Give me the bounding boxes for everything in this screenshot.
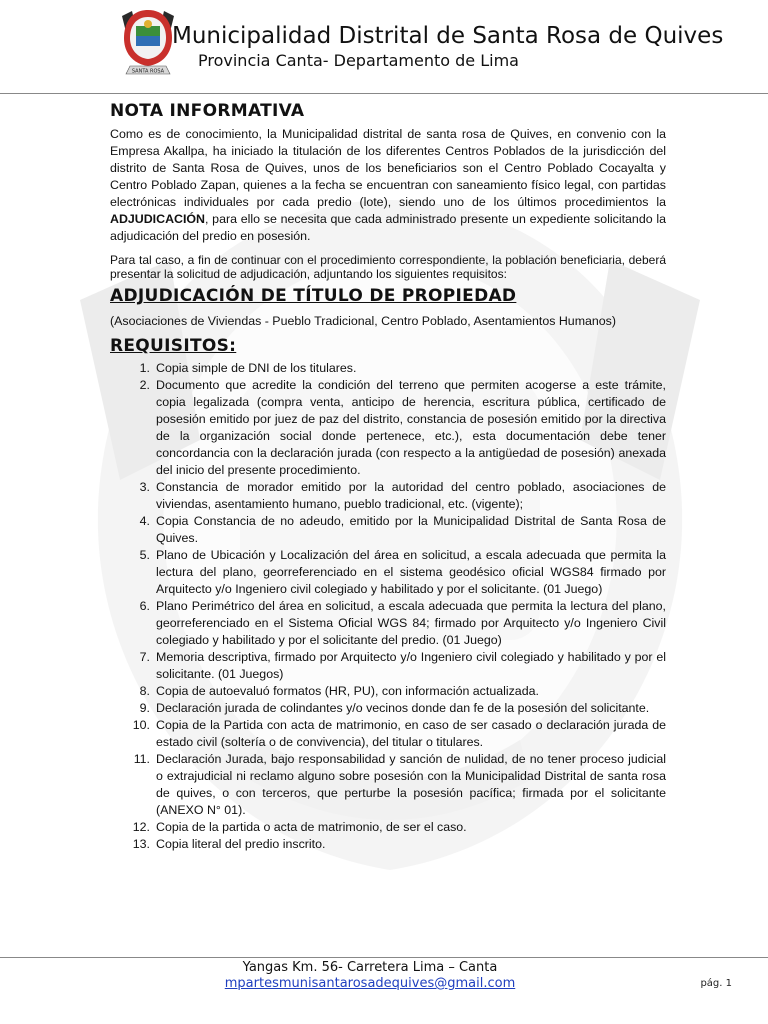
procedure-paragraph: Para tal caso, a fin de continuar con el procedimiento correspondiente, la población beneficiaria, deberá presentar la solicitud de adjudicación, adjuntando los siguientes requisitos: bbox=[110, 253, 666, 281]
list-item bbox=[110, 479, 666, 513]
requisitos-heading: REQUISITOS: bbox=[110, 336, 237, 356]
footer-divider bbox=[0, 957, 768, 958]
list-item-text: Copia literal del predio inscrito. bbox=[156, 837, 326, 851]
list-item-text: Copia de la Partida con acta de matrimonio, en caso de ser casado o declaración jurada de estado civil (soltería o de convivencia), del titular o titulares. bbox=[156, 718, 666, 749]
list-item-number: 1. bbox=[139, 361, 150, 375]
municipal-crest-logo bbox=[118, 8, 178, 78]
list-item bbox=[110, 751, 666, 819]
list-item-text: Copia de autoevaluó formatos (HR, PU), con información actualizada. bbox=[156, 684, 539, 698]
list-item bbox=[110, 700, 666, 717]
list-item bbox=[110, 683, 666, 700]
list-item-text: Plano de Ubicación y Localización del área en solicitud, a escala adecuada que permita la lectura del plano, georreferenciado en el sistema geodésico oficial WGS84 firmado por Arquitecto y/o Ingeniero civil colegiado y habilitado y por el solicitante. (01 Juego) bbox=[156, 548, 666, 596]
requirements-list bbox=[110, 360, 666, 853]
footer-contact bbox=[220, 960, 520, 992]
intro-text-b: , para ello se necesita que cada administrado presente un expediente solicitando la adjudicación del predio en posesión. bbox=[110, 212, 666, 243]
intro-bold: ADJUDICACIÓN bbox=[110, 212, 205, 226]
list-item-number: 5. bbox=[139, 548, 150, 562]
nota-heading: NOTA INFORMATIVA bbox=[110, 101, 305, 121]
list-item-text: Documento que acredite la condición del terreno que permiten acogerse a este trámite, copia legalizada (compra venta, anticipo de herencia, escritura pública, certificado de posesión emitido por juez de paz del distrito, constancia de posesión emitido por la directiva de la organización social donde pertenece, etc.), esta documentación debe tener concordancia con la declaración jurada (con respecto a la antigüedad de posesión) anexada del inicio del presente procedimiento. bbox=[156, 378, 666, 477]
list-item-number: 11. bbox=[133, 752, 150, 766]
document-body bbox=[110, 100, 666, 853]
list-item-text: Declaración jurada de colindantes y/o vecinos donde dan fe de la posesión del solicitante. bbox=[156, 701, 650, 715]
list-item-text: Plano Perimétrico del área en solicitud, a escala adecuada que permita la lectura del plano, georreferenciado en el Sistema Oficial WGS 84; firmado por Arquitecto y/o Ingeniero Civil colegiado y habilitado y por el solicitante del predio. (01 Juego) bbox=[156, 599, 666, 647]
list-item-number: 4. bbox=[139, 514, 150, 528]
list-item-text: Copia simple de DNI de los titulares. bbox=[156, 361, 357, 375]
municipality-name: Municipalidad Distrital de Santa Rosa de Quives bbox=[172, 23, 724, 49]
list-item bbox=[110, 836, 666, 853]
list-item-text: Copia de la partida o acta de matrimonio, de ser el caso. bbox=[156, 820, 467, 834]
list-item-text: Constancia de morador emitido por la autoridad del centro poblado, asociaciones de viviendas, asentamiento humano, pueblo tradicional, etc. (vigente); bbox=[156, 480, 666, 511]
page-number: pág. 1 bbox=[700, 978, 732, 989]
list-item-text: Memoria descriptiva, firmado por Arquitecto y/o Ingeniero civil colegiado y habilitado y por el solicitante. (01 Juegos) bbox=[156, 650, 666, 681]
list-item-text: Declaración Jurada, bajo responsabilidad y sanción de nulidad, de no tener proceso judicial o extrajudicial ni reclamo alguno sobre posesión con la Municipalidad Distrital de santa rosa de quives, o con terceros, que perturbe la posesión pacífica; firmada por el solicitante (ANEXO N° 01). bbox=[156, 752, 666, 817]
province-subtitle: Provincia Canta- Departamento de Lima bbox=[198, 51, 519, 70]
list-item bbox=[110, 819, 666, 836]
list-item bbox=[110, 360, 666, 377]
list-item bbox=[110, 547, 666, 598]
footer-address: Yangas Km. 56- Carretera Lima – Canta bbox=[242, 960, 498, 975]
header-divider bbox=[0, 93, 768, 94]
intro-paragraph bbox=[110, 126, 666, 245]
list-item-number: 8. bbox=[139, 684, 150, 698]
list-item-number: 6. bbox=[139, 599, 150, 613]
list-item-number: 2. bbox=[139, 378, 150, 392]
list-item bbox=[110, 649, 666, 683]
footer-email-link[interactable]: mpartesmunisantarosadequives@gmail.com bbox=[224, 976, 516, 991]
list-item-number: 12. bbox=[132, 820, 150, 834]
list-item bbox=[110, 377, 666, 479]
list-item bbox=[110, 598, 666, 649]
adjudicacion-note: (Asociaciones de Viviendas - Pueblo Tradicional, Centro Poblado, Asentamientos Humanos) bbox=[110, 314, 617, 328]
list-item bbox=[110, 513, 666, 547]
list-item-number: 9. bbox=[139, 701, 150, 715]
list-item-number: 10. bbox=[132, 718, 150, 732]
list-item-number: 3. bbox=[139, 480, 150, 494]
list-item-text: Copia Constancia de no adeudo, emitido por la Municipalidad Distrital de Santa Rosa de Quives. bbox=[156, 514, 666, 545]
list-item bbox=[110, 717, 666, 751]
letterhead bbox=[0, 0, 768, 94]
intro-text-a: Como es de conocimiento, la Municipalidad distrital de santa rosa de Quives, en convenio con la Empresa Akallpa, ha iniciado la titulación de los diferentes Centros Poblados de la jurisdicción del distrito de Santa Rosa de Quives, unos de los beneficiarios son el Centro Poblado Cocayalta y Centro Poblado Zapan, quienes a la fecha se encuentran con saneamiento físico legal, con partidas electrónicas individuales por cada predio (lote), siendo uno de los últimos procedimientos la bbox=[110, 127, 666, 209]
list-item-number: 7. bbox=[139, 650, 150, 664]
crest-banner-text: SANTA ROSA bbox=[131, 68, 165, 75]
adjudicacion-heading: ADJUDICACIÓN DE TÍTULO DE PROPIEDAD bbox=[110, 286, 517, 306]
list-item-number: 13. bbox=[132, 837, 150, 851]
